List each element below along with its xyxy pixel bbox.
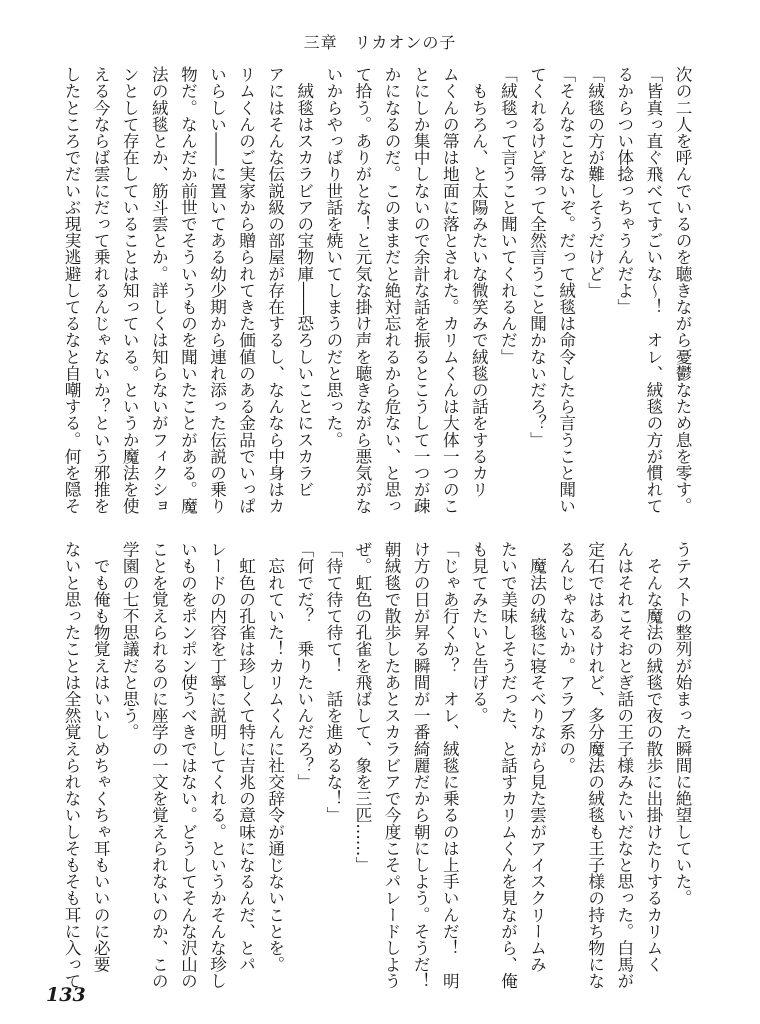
- text-column: 「そんなことないぞ。だって絨毯は命令したら言うこと聞い: [556, 66, 576, 515]
- text-column: てくれるけど箒って全然言うこと聞かないだろ？」: [527, 66, 547, 448]
- text-column: 学園の七不思議だと思う。: [120, 541, 140, 741]
- text-column: いものをポンポン使うべきではない。どうしてそんな沢山の: [178, 541, 198, 990]
- text-column: 次の二人を呼んでいるのを聴きながら憂鬱なため息を零す。: [673, 66, 692, 515]
- text-column: でも俺も物覚えはいいしめちゃくちゃ耳もいいのに必要: [91, 541, 111, 973]
- text-column: 魔法の絨毯に寝そべりながら見た雲がアイスクリームみ: [527, 541, 547, 973]
- text-column: 定石ではあるけれど、多分魔法の絨毯も王子様の持ち物にな: [585, 541, 605, 990]
- text-column: そんな魔法の絨毯で夜の散歩に出掛けたりするカリムく: [643, 541, 663, 973]
- text-column: 「皆真っ直ぐ飛べてすごいな〜！ オレ、絨毯の方が慣れて: [643, 66, 663, 515]
- text-column: ムくんの箒は地面に落とされた。カリムくんは大体一つのこ: [440, 66, 460, 515]
- text-column: とにしか集中しないので余計な話を振るとこうして一つが疎: [411, 66, 431, 515]
- text-column: 「じゃあ行くか？ オレ、絨毯に乗るのは上手いんだ！ 明: [440, 541, 460, 990]
- text-column: 「待て待て待て！ 話を進めるな！」: [323, 541, 343, 824]
- text-column: たいで美味しそうだった、と話すカリムくんを見ながら、俺: [498, 541, 518, 990]
- text-column: るからつい体捻っちゃうんだよ」: [614, 66, 634, 315]
- text-column: 忘れていた！カリムくんに社交辞令が通じないことを。: [265, 541, 285, 973]
- text-column: んはそれこそおとぎ話の王子様みたいだなと思った。白馬が: [614, 541, 634, 990]
- text-column: うテストの整列が始まった瞬間に絶望していた。: [673, 541, 692, 907]
- text-column: も見てみたいと告げる。: [469, 541, 489, 724]
- text-column: える今ならば雲にだって乗れるんじゃないか？という邪推を: [91, 66, 111, 515]
- text-column: したところでだいぶ現実逃避してるなと自嘲する。何を隠そ: [62, 66, 82, 515]
- text-column: 「絨毯の方が難しそうだけど」: [585, 66, 605, 299]
- text-column: ことを覚えられるのに座学の一文を覚えられないのか、この: [149, 541, 169, 990]
- text-column: ンとして存在していることは知っている。というか魔法を使: [120, 66, 140, 515]
- text-column: もちろん、と太陽みたいな微笑みで絨毯の話をするカリ: [469, 66, 489, 498]
- text-column: 虹色の孔雀は珍しくて特に吉兆の意味になるんだ、とパ: [236, 541, 256, 973]
- text-column: レードの内容を丁寧に説明してくれる。というかそんな珍し: [207, 541, 227, 990]
- text-column: 物だ。なんだか前世でそういうものを聞いたことがある。魔: [178, 66, 198, 515]
- text-column: て拾う。ありがとな！と元気な掛け声を聴きながら悪気がな: [352, 66, 372, 515]
- text-column: 「何でだ？ 乗りたいんだろ？」: [294, 541, 314, 790]
- text-column: 絨毯はスカラビアの宝物庫――恐ろしいことにスカラビ: [294, 66, 314, 498]
- text-column: いらしい――に置いてある幼少期から連れ添った伝説の乗り: [207, 66, 227, 515]
- page-number: 133: [46, 984, 86, 1006]
- text-block-upper: [57, 66, 697, 518]
- text-column: ないと思ったことは全然覚えられないしそもそも耳に入って: [62, 541, 82, 990]
- running-header: 三章 リカオンの子: [303, 33, 457, 52]
- text-column: リムくんのご実家から贈られてきた価値のある金品でいっぱ: [236, 66, 256, 515]
- text-column: 朝絨毯で散歩したあとスカラビアで今度こそパレードしよう: [382, 541, 402, 990]
- text-column: いからやっぱり世話を焼いてしまうのだと思った。: [323, 66, 343, 448]
- text-column: ぜ。虹色の孔雀を飛ばして、象を三匹……」: [352, 541, 372, 873]
- text-column: け方の日が昇る瞬間が一番綺麗だから朝にしよう。そうだ！: [411, 541, 431, 990]
- text-column: アにはそんな伝説級の部屋が存在するし、なんなら中身はカ: [265, 66, 285, 515]
- text-column: 「絨毯って言うこと聞いてくれるんだ」: [498, 66, 518, 365]
- text-block-lower: [57, 541, 697, 993]
- text-column: 法の絨毯とか、筋斗雲とか。詳しくは知らないがフィクショ: [149, 66, 169, 515]
- text-column: かになるのだ。このままだと絶対忘れるから危ない、と思っ: [382, 66, 402, 515]
- text-column: るんじゃないか。アラブ系の。: [556, 541, 576, 774]
